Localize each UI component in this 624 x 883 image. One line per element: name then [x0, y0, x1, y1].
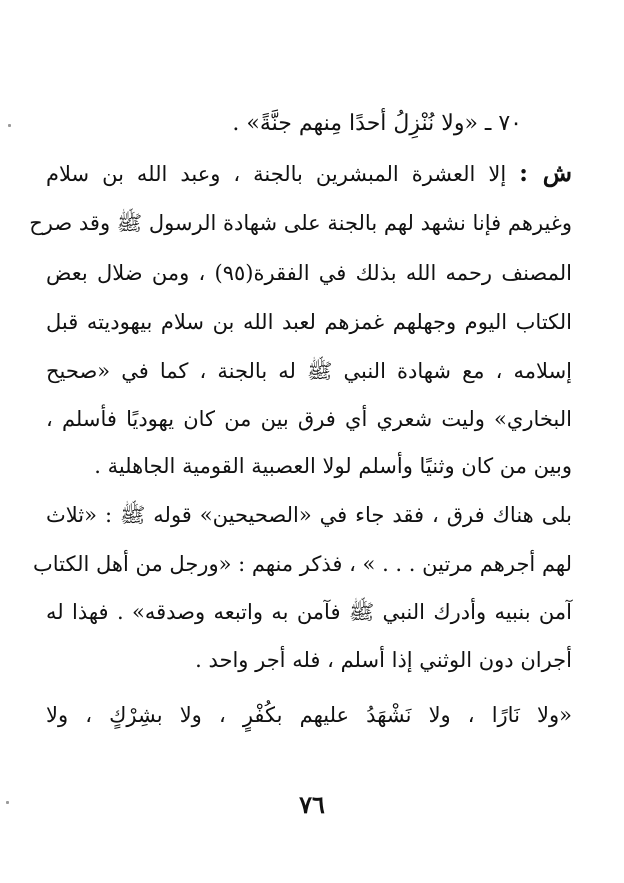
- body-line-1: [46, 158, 572, 189]
- body-line-5: إسلامه ، مع شهادة النبي ﷺ له بالجنة ، كما في «صحيح: [46, 359, 572, 383]
- body-line-10: آمن بنبيه وأدرك النبي ﷺ فآمن به واتبعه وصدقه» . فهذا له: [46, 600, 572, 624]
- page-number: ٧٦: [299, 790, 325, 819]
- body-line-6: البخاري» وليت شعري أي فرق بين من كان يهوديًا فأسلم ،: [46, 407, 572, 431]
- body-line-11: أجران دون الوثني إذا أسلم ، فله أجر واحد .: [195, 648, 572, 672]
- section-heading: ٧٠ ـ «ولا نُنْزِلُ أحدًا مِنهم جنَّةً» .: [232, 111, 522, 136]
- body-line-7: وبين من كان وثنيًا وأسلم لولا العصبية القومية الجاهلية .: [94, 454, 572, 478]
- body-line-12: «ولا نَارًا ، ولا نَشْهَدُ عليهم بكُفْرٍ ، ولا بشِرْكٍ ، ولا: [46, 703, 572, 727]
- body-line-3: المصنف رحمه الله بذلك في الفقرة(٩٥) ، ومن ضلال بعض: [46, 261, 572, 285]
- scan-speck: [8, 124, 11, 127]
- body-line-4: الكتاب اليوم وجهلهم غمزهم لعبد الله بن سلام بيهوديته قبل: [46, 310, 572, 334]
- body-line-1-text: إلا العشرة المبشرين بالجنة ، وعبد الله بن سلام: [46, 162, 507, 186]
- body-line-2: وغيرهم فإنا نشهد لهم بالجنة على شهادة الرسول ﷺ وقد صرح: [29, 211, 572, 235]
- body-line-9: لهم أجرهم مرتين . . . » ، فذكر منهم : «ورجل من أهل الكتاب: [33, 552, 572, 576]
- scan-speck: [6, 801, 9, 804]
- commentary-marker: ش :: [519, 158, 572, 187]
- body-line-8: بلى هناك فرق ، فقد جاء في «الصحيحين» قوله ﷺ : «ثلاث: [46, 503, 572, 527]
